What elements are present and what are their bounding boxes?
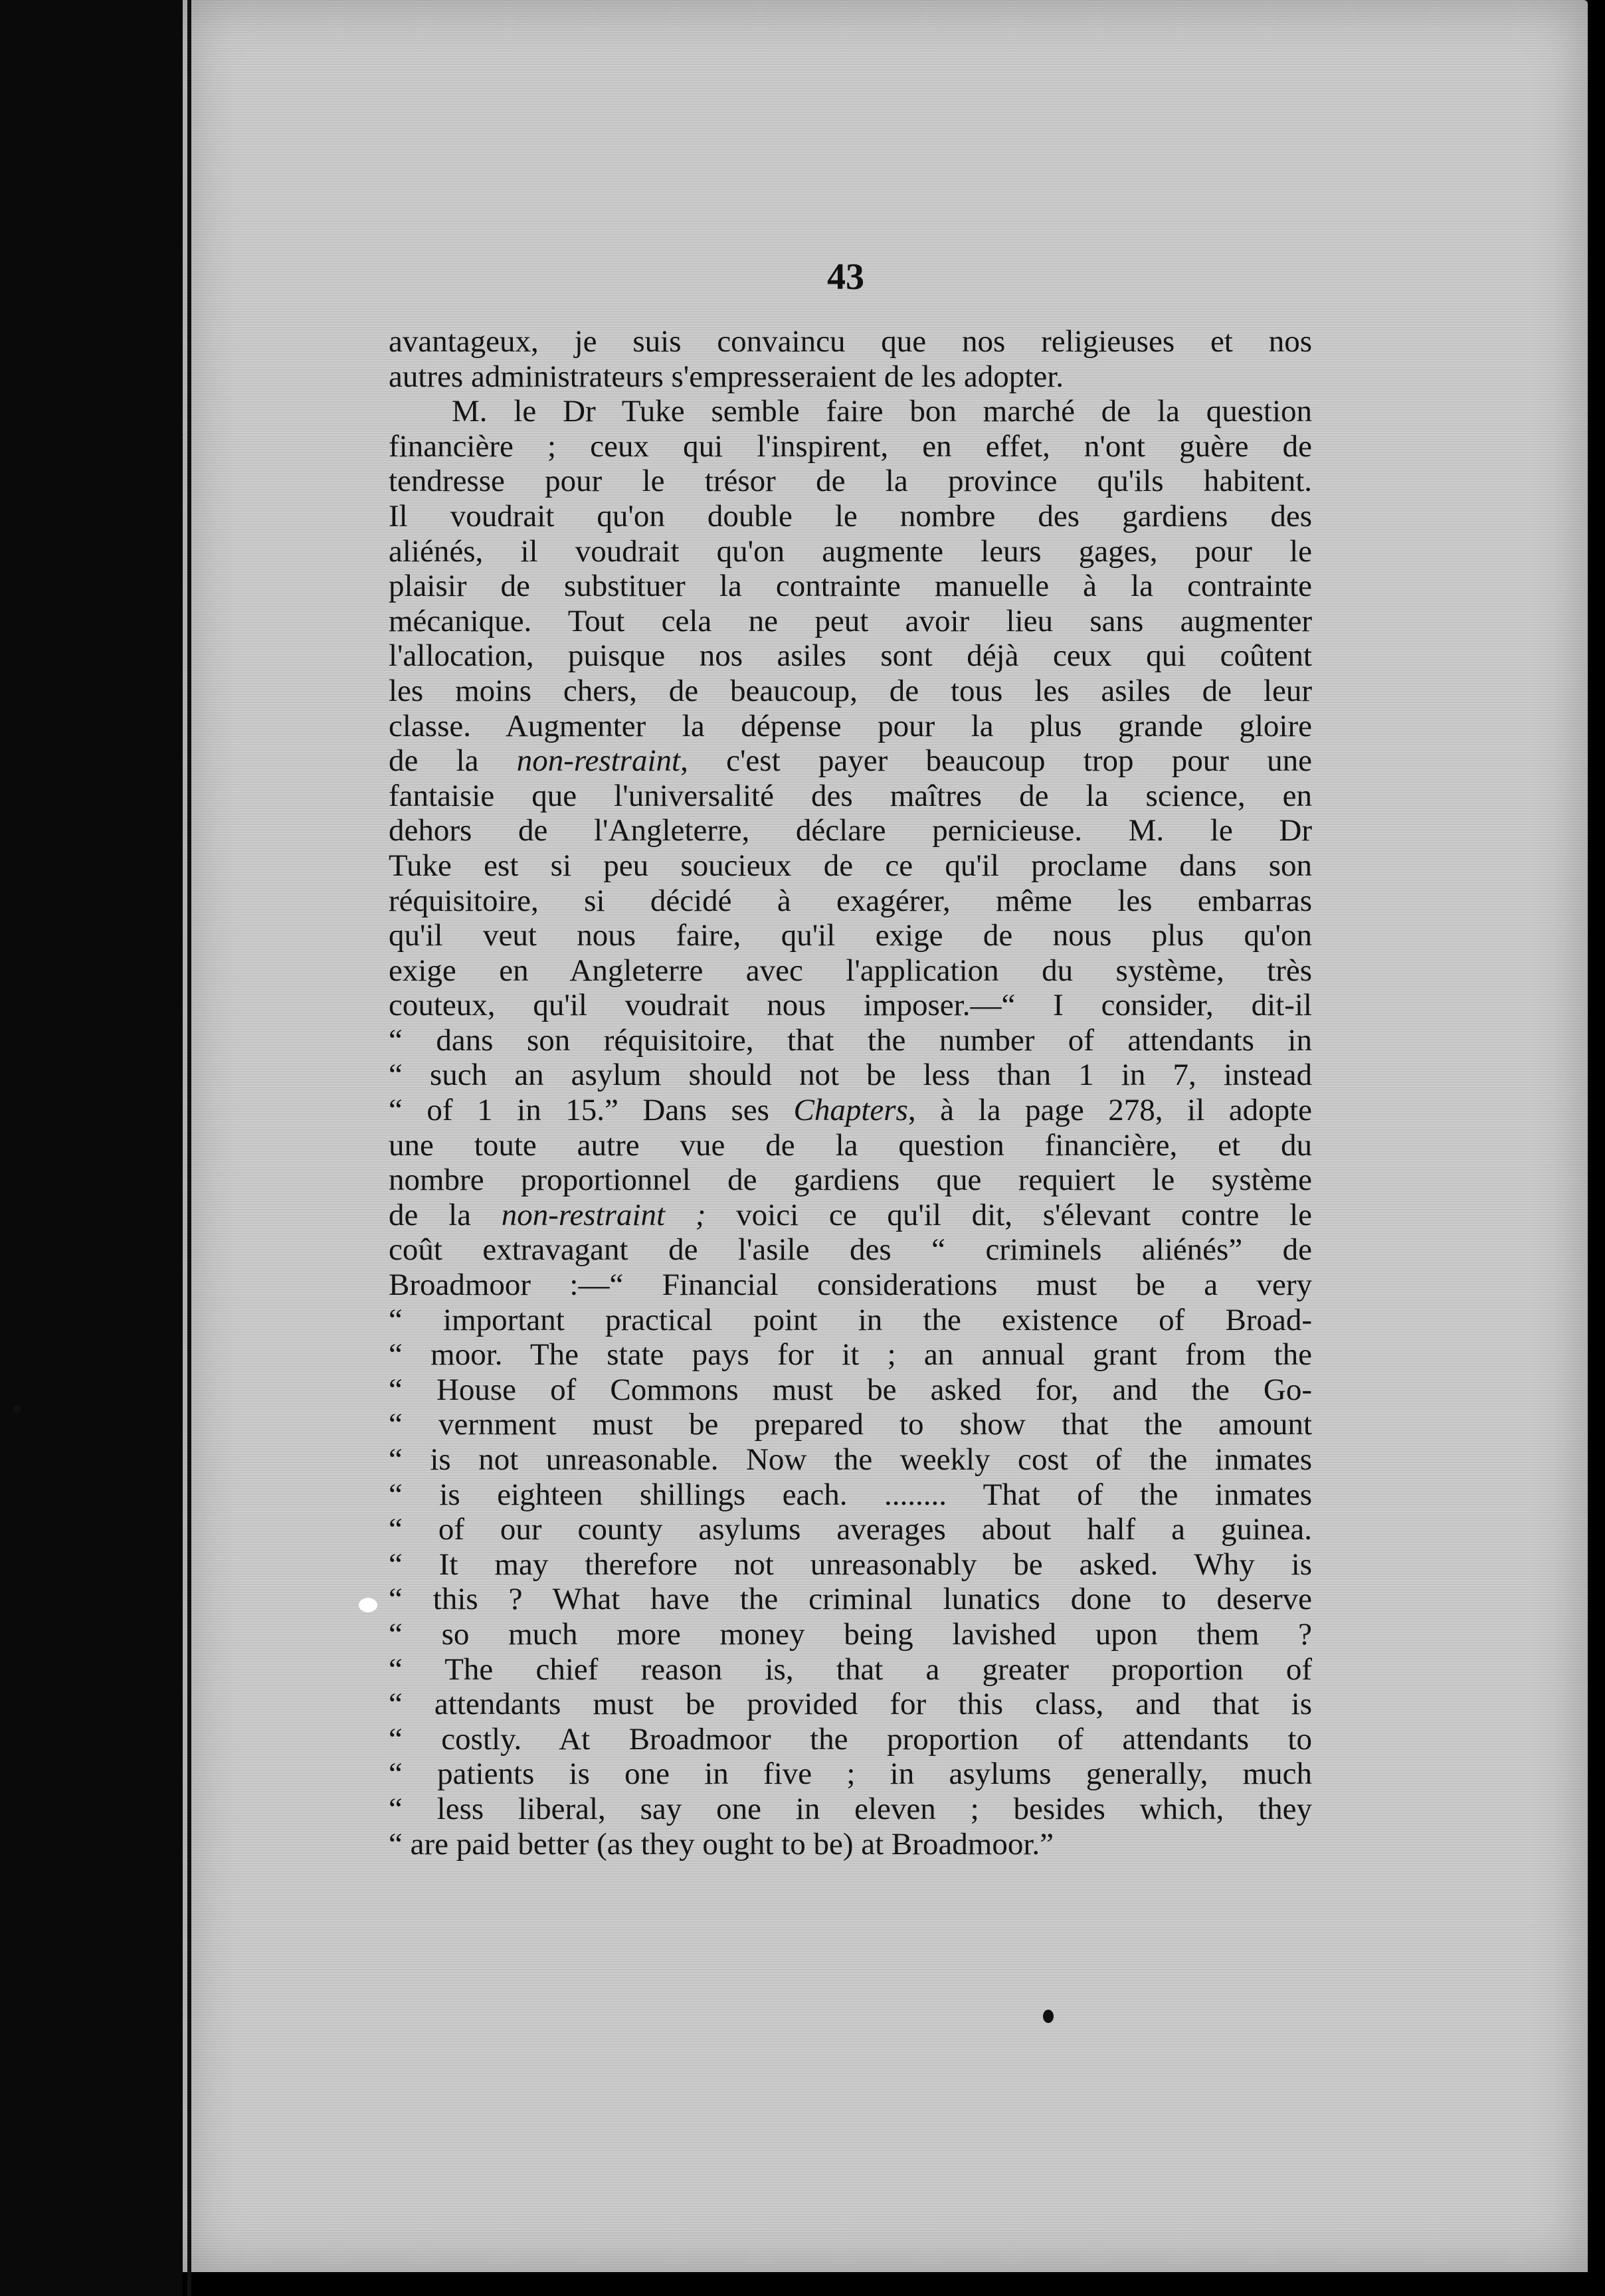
text-line-mixed xyxy=(389,1093,1312,1128)
text-line: dehors de l'Angleterre, déclare pernicieuse. M. le Dr xyxy=(389,813,1312,848)
text-line: autres administrateurs s'empresseraient de les adopter. xyxy=(389,359,1064,394)
italic-term: non-restraint ; xyxy=(501,1197,706,1232)
binding-rule xyxy=(187,0,191,2296)
text-line: “ dans son réquisitoire, that the number of attendants in xyxy=(389,1022,1312,1058)
italic-term: Chapters xyxy=(793,1093,908,1128)
text-line: les moins chers, de beaucoup, de tous les asiles de leur xyxy=(389,673,1312,708)
text-fragment: de la xyxy=(389,743,517,779)
text-line: Tuke est si peu soucieux de ce qu'il proclame dans son xyxy=(389,848,1312,883)
text-line: classe. Augmenter la dépense pour la plus grande gloire xyxy=(389,708,1312,743)
text-line: plaisir de substituer la contrainte manuelle à la contrainte xyxy=(389,569,1312,604)
text-line: “ vernment must be prepared to show that the amount xyxy=(389,1407,1312,1442)
text-line-mixed xyxy=(389,743,1312,779)
text-line: Broadmoor :—“ Financial considerations must be a very xyxy=(389,1268,1312,1303)
text-line: “ this ? What have the criminal lunatics done to deserve xyxy=(389,1582,1312,1617)
italic-term: non-restraint xyxy=(516,743,681,779)
left-margin-strip xyxy=(0,0,183,2296)
text-line: “ moor. The state pays for it ; an annual grant from the xyxy=(389,1337,1312,1373)
text-line: “ It may therefore not unreasonably be asked. Why is xyxy=(389,1547,1312,1582)
text-line: exige en Angleterre avec l'application du système, très xyxy=(389,953,1312,988)
text-line: financière ; ceux qui l'inspirent, en effet, n'ont guère de xyxy=(389,429,1312,464)
text-line: fantaisie que l'universalité des maîtres de la science, en xyxy=(389,778,1312,813)
text-line: réquisitoire, si décidé à exagérer, même les embarras xyxy=(389,883,1312,918)
text-fragment: , c'est payer beaucoup trop pour une xyxy=(680,743,1312,779)
text-fragment: , à la page 278, il adopte xyxy=(907,1093,1312,1128)
body-text xyxy=(389,324,1312,1862)
text-line: mécanique. Tout cela ne peut avoir lieu sans augmenter xyxy=(389,603,1312,638)
text-fragment: de la xyxy=(389,1197,502,1232)
text-line: “ important practical point in the existence of Broad- xyxy=(389,1302,1312,1337)
text-line: “ is eighteen shillings each. ........ That of the inmates xyxy=(389,1477,1312,1512)
text-line: “ costly. At Broadmoor the proportion of attendants to xyxy=(389,1721,1312,1757)
ink-dot xyxy=(1043,2010,1054,2023)
text-fragment: “ of 1 in 15.” Dans ses xyxy=(389,1093,794,1128)
text-line: “ is not unreasonable. Now the weekly cost of the inmates xyxy=(389,1442,1312,1477)
text-line: “ House of Commons must be asked for, and the Go- xyxy=(389,1372,1312,1407)
scan-speck xyxy=(359,1598,377,1612)
page-number: 43 xyxy=(827,256,864,298)
text-line: tendresse pour le trésor de la province qu'ils habitent. xyxy=(389,464,1312,499)
text-line: “ The chief reason is, that a greater proportion of xyxy=(389,1652,1312,1687)
text-line: aliénés, il voudrait qu'on augmente leurs gages, pour le xyxy=(389,533,1312,569)
ink-dot xyxy=(13,1405,21,1413)
text-line: “ are paid better (as they ought to be) at Broadmoor.” xyxy=(389,1826,1054,1862)
text-line: coût extravagant de l'asile des “ criminels aliénés” de xyxy=(389,1232,1312,1268)
text-line: “ so much more money being lavished upon them ? xyxy=(389,1616,1312,1652)
text-line-mixed xyxy=(389,1198,1312,1233)
text-line: avantageux, je suis convaincu que nos religieuses et nos xyxy=(389,324,1312,359)
text-line: l'allocation, puisque nos asiles sont déjà ceux qui coûtent xyxy=(389,638,1312,674)
text-line: qu'il veut nous faire, qu'il exige de nous plus qu'on xyxy=(389,918,1312,953)
text-line: M. le Dr Tuke semble faire bon marché de la question xyxy=(452,394,1312,429)
text-line: “ attendants must be provided for this class, and that is xyxy=(389,1687,1312,1722)
text-line: une toute autre vue de la question financière, et du xyxy=(389,1127,1312,1163)
text-line: “ patients is one in five ; in asylums generally, much xyxy=(389,1757,1312,1792)
text-fragment: voici ce qu'il dit, s'élevant contre le xyxy=(706,1197,1312,1232)
text-line: couteux, qu'il voudrait nous imposer.—“ I consider, dit-il xyxy=(389,988,1312,1023)
text-line: Il voudrait qu'on double le nombre des gardiens des xyxy=(389,498,1312,533)
text-line: “ of our county asylums averages about half a guinea. xyxy=(389,1512,1312,1547)
text-line: nombre proportionnel de gardiens que requiert le système xyxy=(389,1163,1312,1198)
text-line: “ such an asylum should not be less than 1 in 7, instead xyxy=(389,1058,1312,1093)
text-line: “ less liberal, say one in eleven ; besides which, they xyxy=(389,1791,1312,1826)
